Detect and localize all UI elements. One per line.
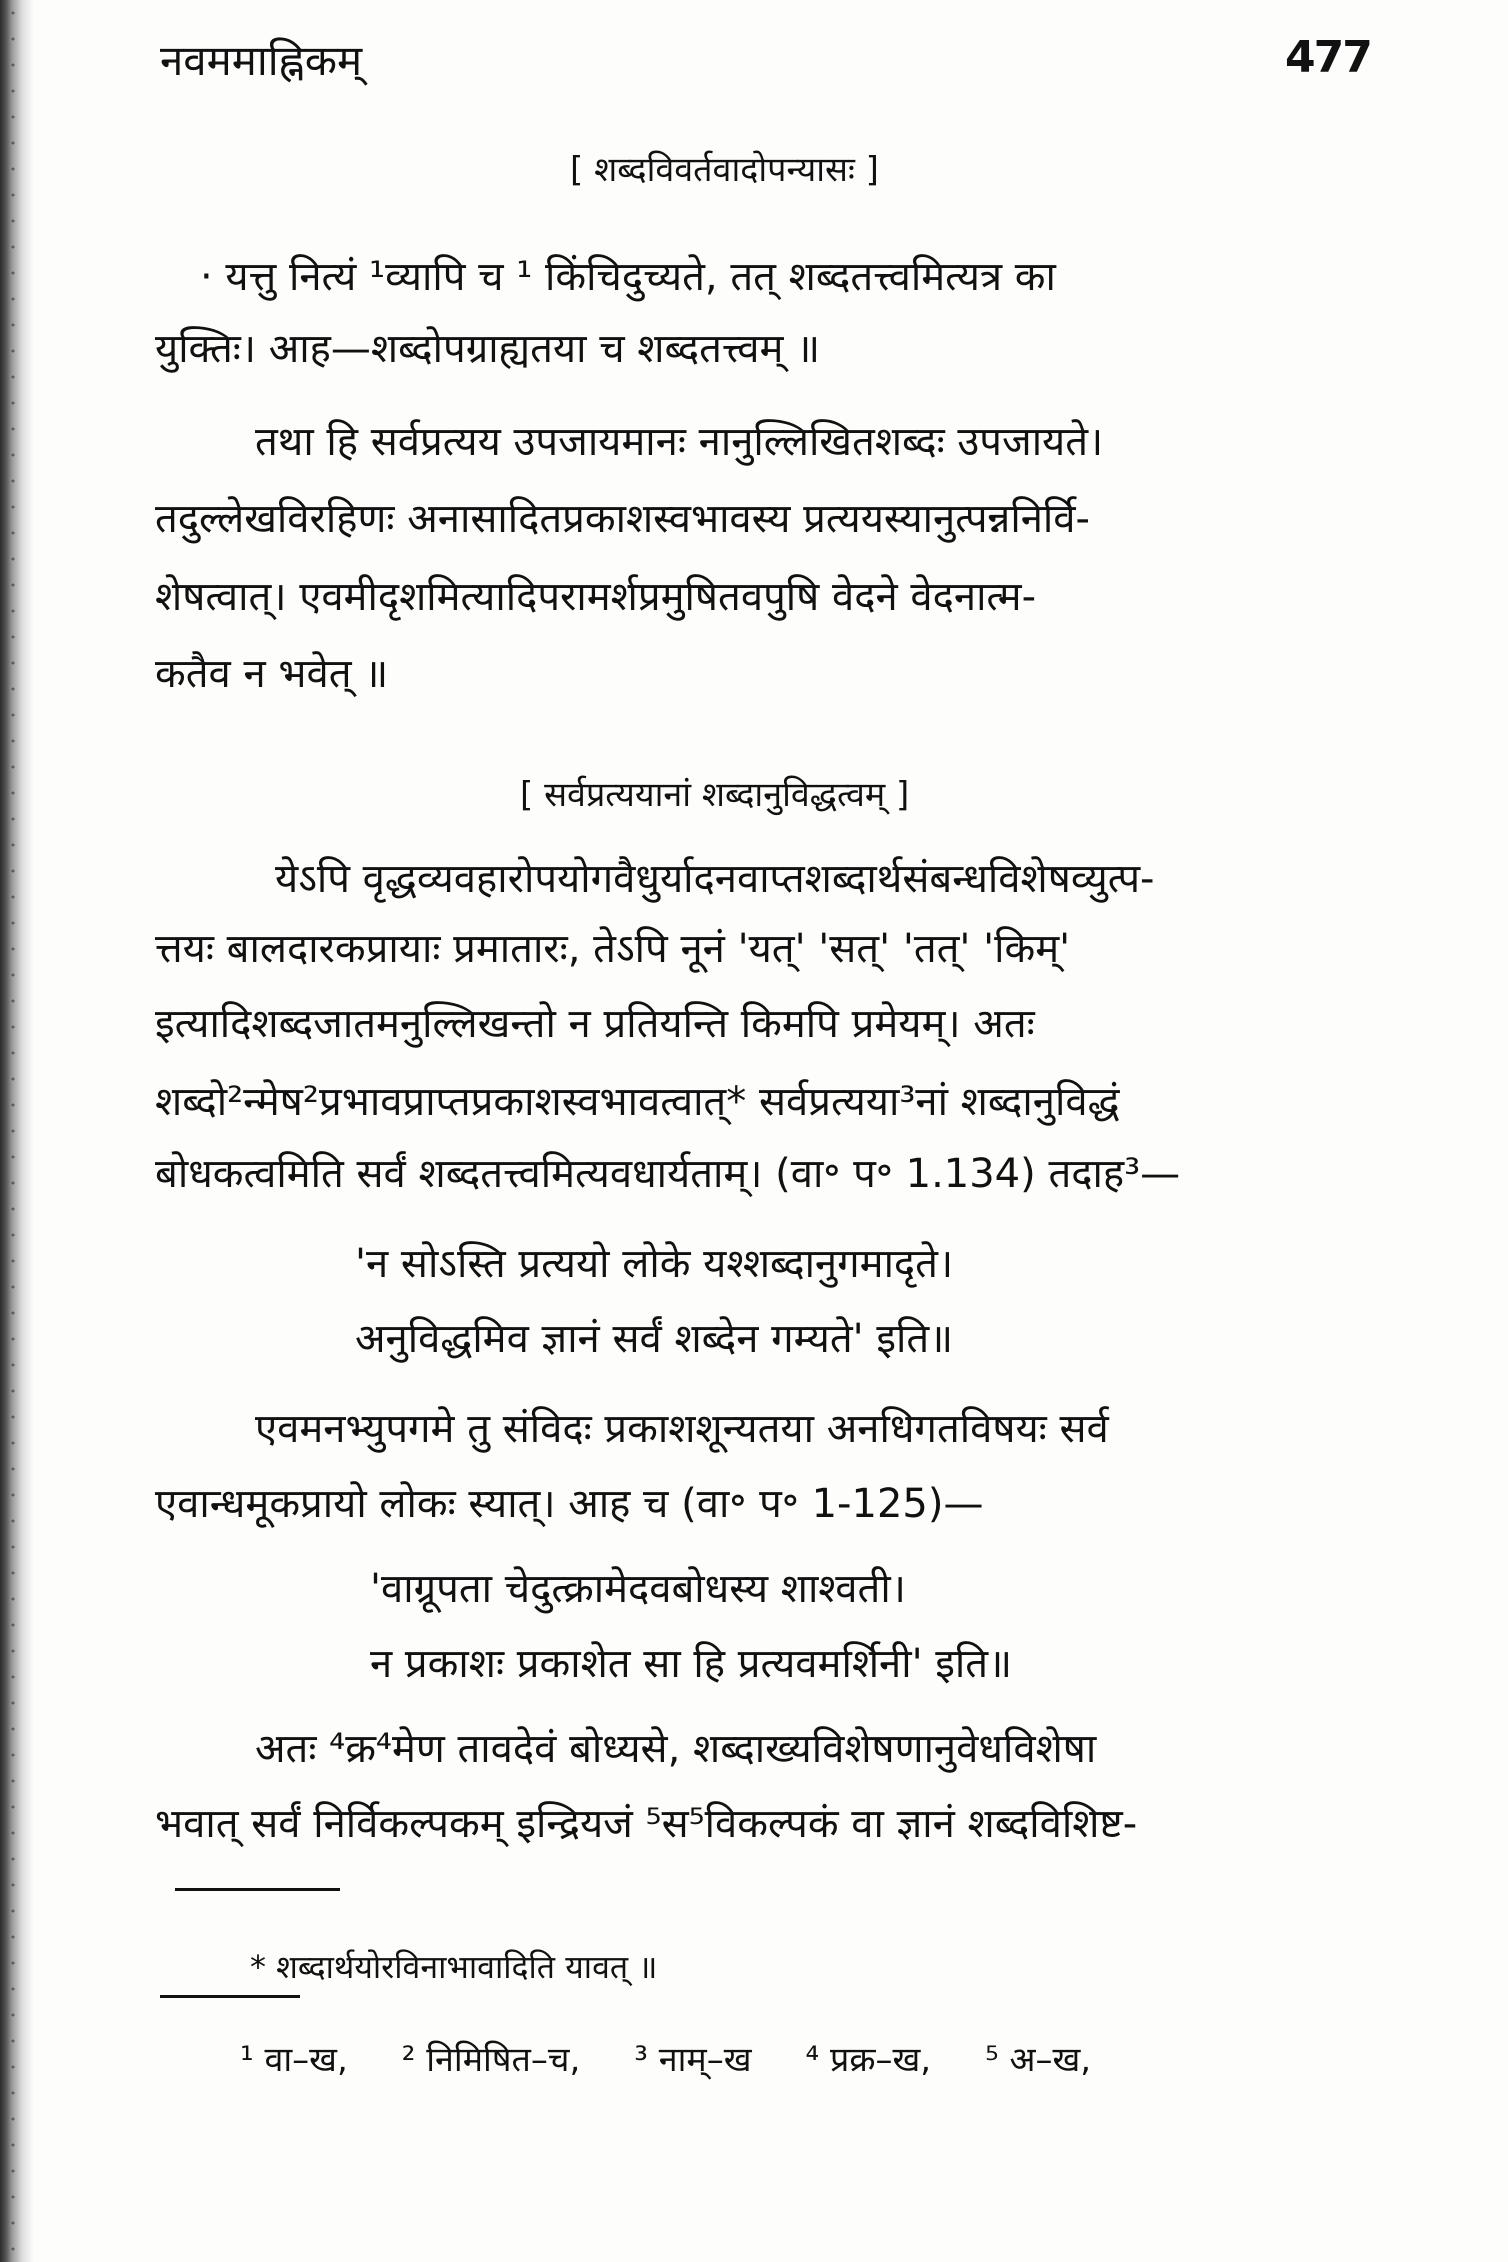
running-title: नवममाह्निकम् xyxy=(160,36,363,85)
paragraph-line: शब्दो²न्मेष²प्रभावप्राप्तप्रकाशस्वभावत्वात्* सर्वप्रत्यया³नां शब्दानुविद्धं xyxy=(155,1079,1120,1125)
footnote-star: * शब्दार्थयोरविनाभावादिति यावत् ॥ xyxy=(250,1948,658,1986)
paragraph-line: भवात् सर्वं निर्विकल्पकम् इन्द्रियजं ⁵स⁵विकल्पकं वा ज्ञानं शब्दविशिष्ट- xyxy=(155,1801,1138,1847)
section-heading-2: [ सर्वप्रत्ययानां शब्दानुविद्धत्वम् ] xyxy=(520,775,910,815)
paragraph-line: शेषत्वात्। एवमीदृशमित्यादिपरामर्शप्रमुषितवपुषि वेदने वेदनात्म- xyxy=(155,574,1037,620)
paragraph-line: बोधकत्वमिति सर्वं शब्दतत्त्वमित्यवधार्यताम्। (वा॰ प॰ 1.134) तदाह³— xyxy=(155,1151,1181,1197)
variant-note: ³ नाम्–ख xyxy=(634,2040,752,2080)
paragraph-line: येऽपि वृद्धव्यवहारोपयोगवैधुर्यादनवाप्तशब्दार्थसंबन्धविशेषव्युत्प- xyxy=(275,856,1155,902)
verse-line: 'न सोऽस्ति प्रत्ययो लोके यश्शब्दानुगमादृते। xyxy=(355,1241,954,1287)
paragraph-line: इत्यादिशब्दजातमनुल्लिखन्तो न प्रतियन्ति किमपि प्रमेयम्। अतः xyxy=(155,1001,1035,1047)
variant-note: ² निमिषित–च, xyxy=(401,2040,581,2080)
paragraph-line: कतैव न भवेत् ॥ xyxy=(155,651,389,697)
paragraph-line: · यत्तु नित्यं ¹व्यापि च ¹ किंचिदुच्यते, तत् शब्दतत्त्वमित्यत्र का xyxy=(200,254,1056,300)
variant-note: ⁴ प्रक्र–ख, xyxy=(805,2040,932,2080)
variant-note: ⁵ अ–ख, xyxy=(985,2040,1092,2080)
variant-note: ¹ वा–ख, xyxy=(240,2040,348,2080)
page-number: 477 xyxy=(1285,32,1371,83)
footnote-variants xyxy=(240,2040,1091,2081)
footnote-rule xyxy=(160,1995,300,1998)
binding-stitch-marks xyxy=(8,0,18,2262)
footnote-rule xyxy=(175,1888,340,1891)
paragraph-line: त्तयः बालदारकप्रायाः प्रमातारः, तेऽपि नूनं 'यत्' 'सत्' 'तत्' 'किम्' xyxy=(155,926,1071,972)
paragraph-line: तदुल्लेखविरहिणः अनासादितप्रकाशस्वभावस्य प्रत्ययस्यानुत्पन्ननिर्वि- xyxy=(155,496,1090,542)
verse-line: अनुविद्धमिव ज्ञानं सर्वं शब्देन गम्यते' इति॥ xyxy=(355,1316,954,1362)
paragraph-line: अतः ⁴क्र⁴मेण तावदेवं बोध्यसे, शब्दाख्यविशेषणानुवेधविशेषा xyxy=(255,1726,1097,1772)
section-heading-1: [ शब्दविवर्तवादोपन्यासः ] xyxy=(570,150,879,190)
verse-line: न प्रकाशः प्रकाशेत सा हि प्रत्यवमर्शिनी' इति॥ xyxy=(370,1641,1013,1687)
paragraph-line: युक्तिः। आह—शब्दोपग्राह्यतया च शब्दतत्त्वम् ॥ xyxy=(155,326,821,372)
paragraph-line: एवमनभ्युपगमे तु संविदः प्रकाशशून्यतया अनधिगतविषयः सर्व xyxy=(255,1406,1109,1452)
verse-line: 'वाग्रूपता चेदुत्क्रामेदवबोधस्य शाश्वती। xyxy=(370,1566,906,1612)
paragraph-line: एवान्धमूकप्रायो लोकः स्यात्। आह च (वा॰ प॰ 1-125)— xyxy=(155,1481,984,1527)
paragraph-line: तथा हि सर्वप्रत्यय उपजायमानः नानुल्लिखितशब्दः उपजायते। xyxy=(255,419,1104,465)
